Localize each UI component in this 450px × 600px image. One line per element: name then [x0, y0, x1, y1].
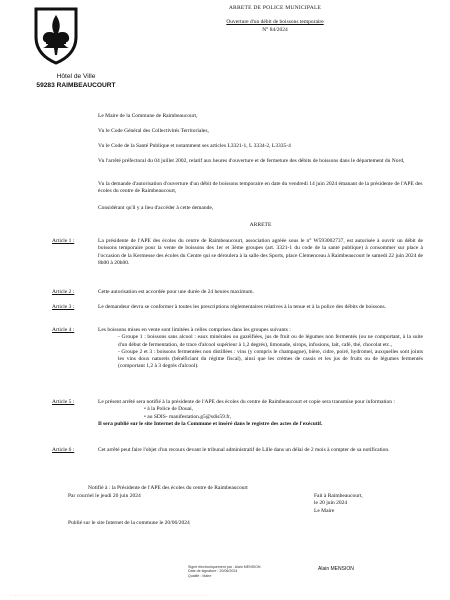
article-4-intro: Les boissons mises en vente sont limitées à celles comprises dans les groupes suivants : — [98, 327, 291, 333]
group-1-item: - Groupe 1 : boissons sans alcool : eaux minérales ou gazéifiées, jus de fruit ou de légumes non fermentés (ou ne comportant, à la suite d'un début de fermentation, de trace d'alcool supérieur à 1,2 degrés), limonade, sirops, infusions, lait, café, thé, chocolat etc., — [118, 334, 423, 348]
group-2-3-item: - Groupe 2 et 3 : boissons fermentées non distillées : vins (y compris le champagne), bière, cidre, poiré, hydromel, auxquelles sont joints les vins doux naturels (bénéficiant du régime fiscal), ainsi que les crèmes de cassis et les jus de fruits ou de légumes fermentés (comportant 1,2 à 3 degrés d'alcool). — [118, 348, 423, 370]
esign-date: Date de signature : 20/06/2024 — [188, 569, 238, 574]
fait-a-label: Fait à Raimbeaucourt, — [314, 493, 363, 499]
notified-line: Notifié à : la Présidente de l'APE des écoles du centre de Raimbeaucourt — [88, 485, 248, 491]
article-6-text: Cet arrêté peut faire l'objet d'un recours devant le tribunal administratif de Lille dans un délai de 2 mois à compter de sa notification. — [98, 447, 390, 453]
subject-line: Ouverture d'un débit de boissons temporaire — [226, 19, 324, 25]
signature-date: le 20 juin 2024 — [314, 500, 348, 507]
esign-quality: Qualité : Maire — [188, 573, 212, 578]
article-6-label: Article 6 : — [52, 447, 75, 453]
arrete-number: N° 84/2024 — [262, 26, 288, 33]
preamble-vu-csp: Vu le Code de la Santé Publique et notamment ses articles L3321-1, L 3334-2, L3335-4 — [98, 143, 291, 149]
article-3-text: Le demandeur devra se conformer à toutes les prescriptions réglementaires relatives à la tenue et à la police des débits de boissons. — [98, 304, 387, 310]
footer-line: — — — — — — — — — — — — — — — — — — — — — — — — — — — — — — — — — — — — — — — — — — — — — — — — — — — — — [10, 593, 209, 597]
publication-line: Publié sur le site Internet de la commune le 20/06/2024 — [68, 520, 190, 526]
arrete-heading: ARRETE — [249, 222, 272, 228]
preamble-vu-demande: Vu la demande d'autorisation d'ouverture d'un débit de boissons temporaire en date du vendredi 14 juin 2024 émanant de la présidente de l'APE des écoles du centre de Raimbeaucourt, — [98, 181, 423, 195]
article-3-label: Article 3 : — [52, 304, 75, 310]
article-5-label: Article 5 : — [52, 399, 75, 405]
article-4-groups — [98, 334, 423, 370]
article-2-label: Article 2 : — [52, 289, 75, 295]
preamble-vu-cgct: Vu le Code Général des Collectivités Territoriales, — [98, 128, 209, 134]
article-5-recipient-1: • à la Police de Douai, — [144, 406, 193, 413]
article-1-text: La présidente de l'APE des écoles du centre de Raimbeaucourt, association agréée sous le n° W593002737, est autorisée à ouvrir un débit de boissons temporaire pour la vente de boissons des 1er et 3ème groupes (art. 3321-1 du code de la santé publique) à consommer sur place à l'occasion de la Kermesse des écoles du Centre qui se déroulera à la salle des Sports, place Clemenceau à Raimbeaucourt le samedi 22 juin 2024 de 8h00 à 20h00. — [98, 238, 423, 266]
article-5-text: Le présent arrêté sera notifié à la présidente de l'APE des écoles du centre de Raimbeaucourt et copie sera transmise pour information : — [98, 399, 395, 405]
article-5-publication: Il sera publié sur le site Internet de la Commune et inséré dans le registre des actes de l'exécutif. — [98, 420, 323, 427]
signer-role: Le Maire — [314, 507, 335, 514]
courriel-line: Par courriel le jeudi 20 juin 2024 — [68, 493, 141, 499]
article-5-block — [98, 399, 423, 428]
article-4-label: Article 4 : — [52, 327, 75, 333]
document-title: ARRETE DE POLICE MUNICIPALE — [228, 5, 322, 11]
electronic-signature-stamp — [188, 565, 318, 578]
preamble-mayor: Le Maire de la Commune de Raimbeaucourt, — [98, 113, 198, 119]
town-postcode-label: 59283 RAIMBEAUCOURT — [36, 82, 116, 89]
esign-signed-by: Signé électroniquement par : Alain MENSION — [188, 565, 261, 569]
hotel-de-ville-label: Hôtel de Ville — [56, 73, 96, 80]
fleur-de-lis-shield-icon — [32, 5, 80, 65]
municipality-address — [30, 72, 122, 90]
article-5-recipient-2: • au SDIS- manifestation.g5@sdis59.fr, — [144, 413, 232, 420]
signature-block — [314, 493, 424, 515]
preamble-considerant: Considérant qu'il y a lieu d'accéder à cette demande, — [98, 205, 214, 211]
signer-name: Alain MENSION — [318, 566, 354, 572]
article-4-block — [98, 327, 423, 371]
document-subtitle — [190, 19, 360, 34]
article-1-label: Article 1 : — [52, 238, 75, 244]
preamble-vu-prefectoral: Vu l'arrêté préfectoral du 04 juillet 2002, relatif aux heures d'ouverture et de fermeture des débits de boissons dans le département du Nord, — [98, 158, 405, 164]
article-2-text: Cette autorisation est accordée pour une durée de 24 heures maximum. — [98, 289, 254, 295]
